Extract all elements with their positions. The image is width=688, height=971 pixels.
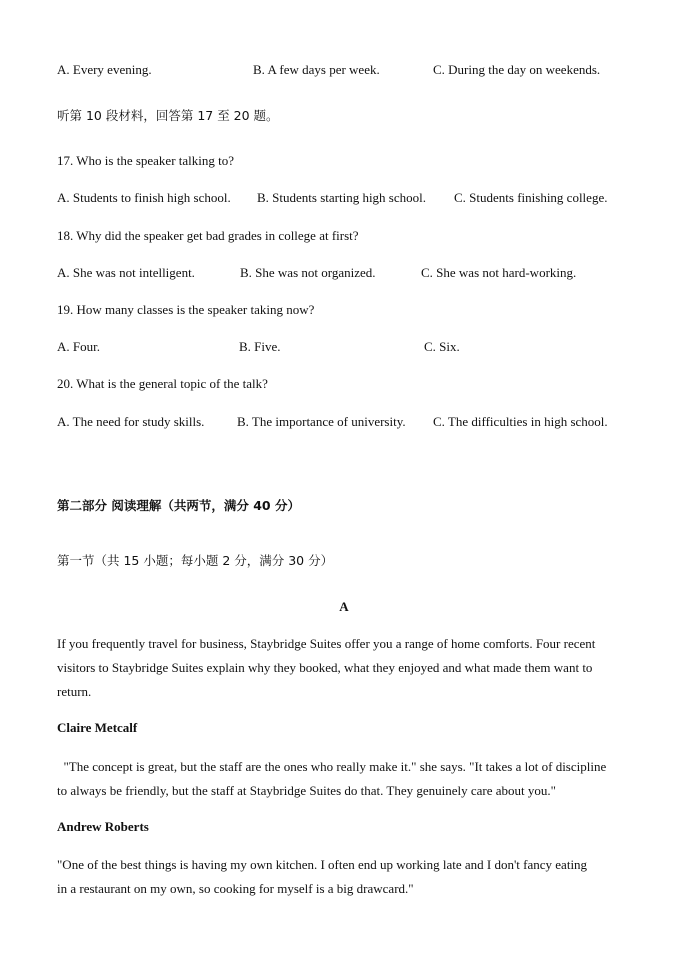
intro-line-3: return. <box>57 684 92 699</box>
q19-option-c: C. Six. <box>424 339 460 354</box>
q20-option-b: B. The importance of university. <box>237 414 406 429</box>
person2-name: Andrew Roberts <box>57 819 149 834</box>
q17-option-a: A. Students to finish high school. <box>57 190 231 205</box>
q20-option-c: C. The difficulties in high school. <box>433 414 608 429</box>
person2-line-2: in a restaurant on my own, so cooking for myself is a big drawcard." <box>57 881 414 896</box>
q17-option-c: C. Students finishing college. <box>454 190 608 205</box>
passage-letter: A <box>339 599 349 614</box>
person1-line-2: to always be friendly, but the staff at Staybridge Suites do that. They genuinely care about you." <box>57 783 556 798</box>
intro-line-1: If you frequently travel for business, Staybridge Suites offer you a range of home comforts. Four recent <box>57 636 596 651</box>
q18-option-a: A. She was not intelligent. <box>57 265 195 280</box>
q19-stem: 19. How many classes is the speaker taking now? <box>57 302 315 317</box>
person2-line-1: "One of the best things is having my own kitchen. I often end up working late and I don't fancy eating <box>57 857 588 872</box>
section1-heading: 第一节（共 15 小题；每小题 2 分，满分 30 分） <box>57 553 334 568</box>
q17-option-b: B. Students starting high school. <box>257 190 426 205</box>
q20-stem: 20. What is the general topic of the talk? <box>57 376 268 391</box>
q18-option-c: C. She was not hard-working. <box>421 265 577 280</box>
q16-option-b: B. A few days per week. <box>253 62 380 77</box>
person1-name: Claire Metcalf <box>57 720 138 735</box>
intro-paragraph <box>57 632 637 704</box>
person2-quote <box>57 853 637 901</box>
q18-stem: 18. Why did the speaker get bad grades in college at first? <box>57 228 359 243</box>
person1-line-1: "The concept is great, but the staff are the ones who really make it." she says. "It takes a lot of discipline <box>57 759 607 774</box>
q19-option-b: B. Five. <box>239 339 281 354</box>
q16-option-c: C. During the day on weekends. <box>433 62 601 77</box>
q18-option-b: B. She was not organized. <box>240 265 376 280</box>
part2-heading: 第二部分 阅读理解（共两节，满分 40 分） <box>57 498 300 513</box>
q20-option-a: A. The need for study skills. <box>57 414 205 429</box>
person1-quote <box>57 755 637 803</box>
q17-stem: 17. Who is the speaker talking to? <box>57 153 235 168</box>
q19-option-a: A. Four. <box>57 339 100 354</box>
q16-option-a: A. Every evening. <box>57 62 152 77</box>
section10-heading: 听第 10 段材料，回答第 17 至 20 题。 <box>57 108 279 123</box>
intro-line-2: visitors to Staybridge Suites explain why they booked, what they enjoyed and what made them want to <box>57 660 593 675</box>
